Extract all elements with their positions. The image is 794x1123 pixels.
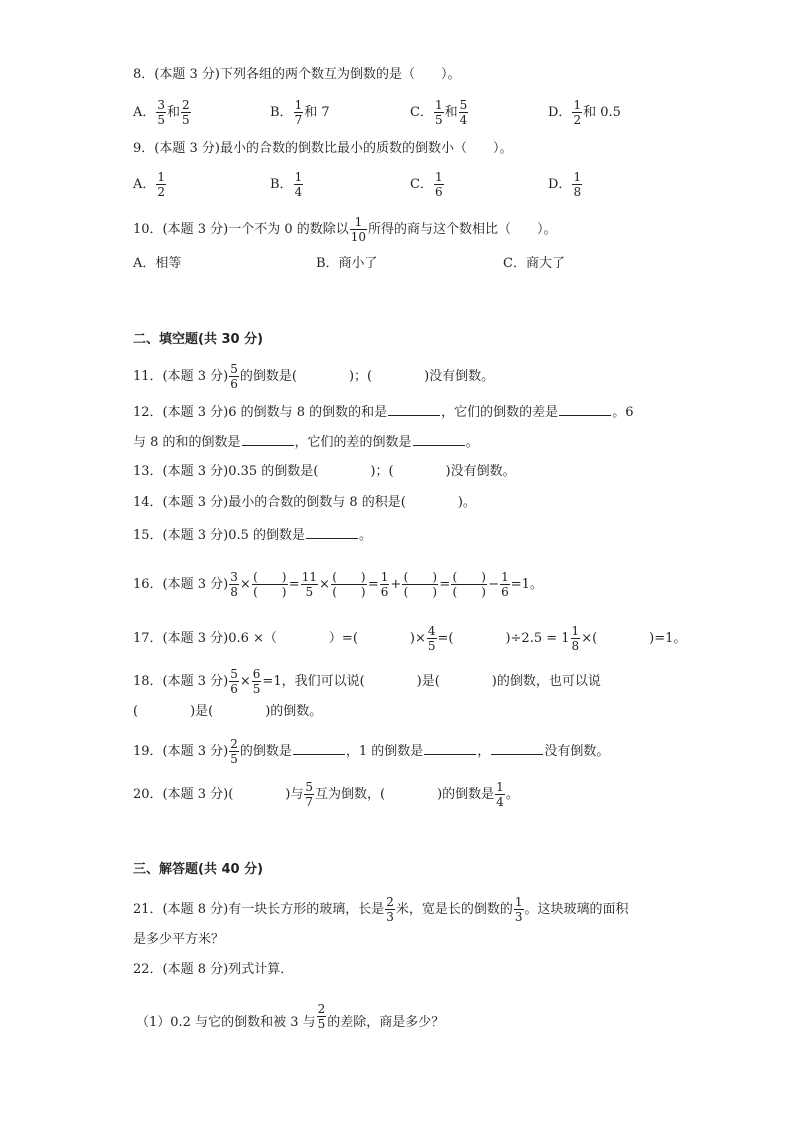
q8-stem: 8．(本题 3 分)下列各组的两个数互为倒数的是（ ）。 <box>133 67 461 82</box>
q21-line2: 是多少平方米？ <box>133 932 225 947</box>
q13: 13．(本题 3 分)0.35 的倒数是( )；( )没有倒数。 <box>133 464 516 479</box>
answer-blank[interactable] <box>242 433 294 446</box>
q9-option-a: A． $\frac{1}{2}$ <box>133 170 166 199</box>
q8-option-a: A． $\frac{3}{5}$ 和 $\frac{2}{5}$ <box>133 98 190 127</box>
q8-option-c: C． $\frac{1}{5}$ 和 $\frac{5}{4}$ <box>410 98 468 127</box>
q22-stem: 22．(本题 8 分)列式计算． <box>133 962 294 977</box>
answer-blank[interactable] <box>559 403 611 416</box>
q19: 19．(本题 3 分) $\frac{2}{5}$ 的倒数是 ，1 的倒数是 ， 没有倒数。 <box>133 737 610 766</box>
q18-line2: ( )是( )的倒数。 <box>133 704 323 719</box>
answer-blank[interactable] <box>413 433 465 446</box>
q12-line1: 12．(本题 3 分)6 的倒数与 8 的倒数的和是 ，它们的倒数的差是 。6 <box>133 405 634 420</box>
q18-line1: 18．(本题 3 分) $\frac{5}{6}$ × $\frac{6}{5}$ =1，我们可以说( )是( )的倒数，也可以说 <box>133 667 601 696</box>
answer-blank[interactable] <box>293 742 345 755</box>
q17: 17．(本题 3 分)0.6 ×（ ）=( )× $\frac{4}{5}$ =( )÷2.5 = 1 $\frac{1}{8}$ ×( )=1。 <box>133 624 687 653</box>
q10-stem: 10．(本题 3 分)一个不为 0 的数除以 $\frac{1}{10}$ 所得的商与这个数相比（ ）。 <box>133 215 557 244</box>
q16: 16．(本题 3 分) $\frac{3}{8}$ × ( ) ( ) = $\frac{11}{5}$ × ( ) ( ) = $\frac{1}{6}$ + ( ) ( ) = ( ) ( ) − $\frac{1}{6}$ =1。 <box>133 570 543 599</box>
answer-blank[interactable] <box>424 742 476 755</box>
q9-option-d: D． $\frac{1}{8}$ <box>548 170 582 199</box>
q10-option-c: C．商大了 <box>503 256 565 271</box>
q20: 20．(本题 3 分)( )与 $\frac{5}{7}$ 互为倒数，( )的倒数是 $\frac{1}{4}$ 。 <box>133 780 519 809</box>
q10-option-b: B．商小了 <box>316 256 378 271</box>
q15: 15．(本题 3 分)0.5 的倒数是 。 <box>133 528 373 543</box>
q12-line2: 与 8 的和的倒数是 ，它们的差的倒数是 。 <box>133 435 479 450</box>
answer-blank[interactable] <box>306 526 358 539</box>
q8-option-d: D． $\frac{1}{2}$ 和 0.5 <box>548 98 621 127</box>
section-answer-title: 三、解答题(共 40 分) <box>133 862 264 877</box>
q9-option-b: B． $\frac{1}{4}$ <box>270 170 303 199</box>
section-fill-in-title: 二、填空题(共 30 分) <box>133 332 264 347</box>
q22-sub1: （1）0.2 与它的倒数和被 3 与 $\frac{2}{5}$ 的差除，商是多少？ <box>136 1002 445 1031</box>
q9-stem: 9．(本题 3 分)最小的合数的倒数比最小的质数的倒数小（ ）。 <box>133 141 513 156</box>
q14: 14．(本题 3 分)最小的合数的倒数与 8 的积是( )。 <box>133 495 476 510</box>
answer-blank[interactable] <box>491 742 543 755</box>
answer-blank[interactable] <box>388 403 440 416</box>
q9-option-c: C． $\frac{1}{6}$ <box>410 170 443 199</box>
q11: 11．(本题 3 分) $\frac{5}{6}$ 的倒数是( )；( )没有倒数。 <box>133 362 495 391</box>
q21-line1: 21．(本题 8 分)有一块长方形的玻璃，长是 $\frac{2}{3}$ 米，宽是长的倒数的 $\frac{1}{3}$ 。这块玻璃的面积 <box>133 895 629 924</box>
q8-option-b: B． $\frac{1}{7}$ 和 7 <box>270 98 330 127</box>
q10-option-a: A．相等 <box>133 256 182 271</box>
